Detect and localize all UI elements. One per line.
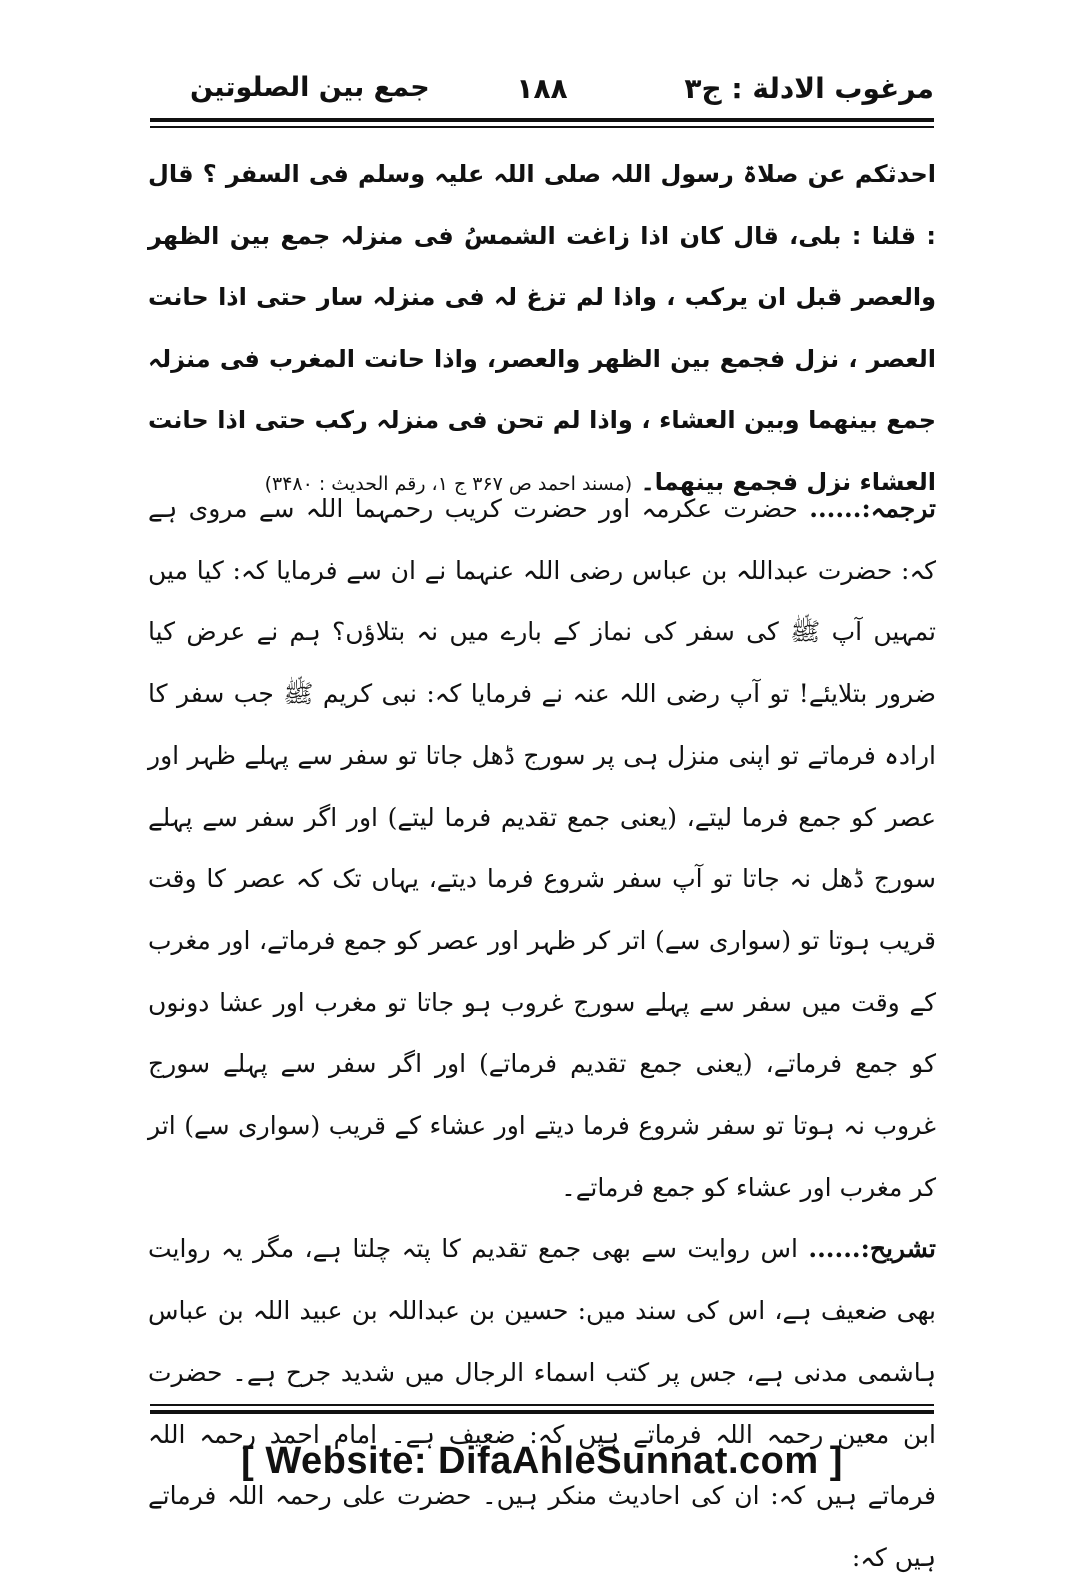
- commentary-text: اس روایت سے بھی جمع تقدیم کا پتہ چلتا ہے، مگر یہ روایت بھی ضعیف ہے، اس کی سند میں: حسین بن عبداللہ بن عبید اللہ بن عباس ہاشمی مدنی ہے، جس پر کتب اسماء الرجال میں شدید جرح ہے۔ حضرت ابن معین رحمہ اللہ فرماتے ہیں کہ: ضعیف ہے۔ امام احمد رحمہ اللہ فرماتے ہیں کہ: ان کی احادیث منکر ہیں۔ حضرت علی رحمہ اللہ فرماتے ہیں کہ:: [148, 1234, 936, 1572]
- header-rule-thin: [150, 126, 934, 128]
- translation-text: حضرت عکرمہ اور حضرت کریب رحمہما اللہ سے مروی ہے کہ: حضرت عبداللہ بن عباس رضی اللہ عنہما نے ان سے فرمایا کہ: کیا میں تمہیں آپ ﷺ کی سفر کی نماز کے بارے میں نہ بتلاؤں؟ ہم نے عرض کیا ضرور بتلایئے! تو آپ رضی اللہ عنہ نے فرمایا کہ: نبی کریم ﷺ جب سفر کا ارادہ فرماتے تو اپنی منزل ہی پر سورج ڈھل جاتا تو سفر سے پہلے ظہر اور عصر کو جمع فرما لیتے، (یعنی جمع تقدیم فرما لیتے) اور اگر سفر سے پہلے سورج ڈھل نہ جاتا تو آپ سفر شروع فرما دیتے، یہاں تک کہ عصر کا وقت قریب ہوتا تو (سواری سے) اتر کر ظہر اور عصر کو جمع فرماتے، اور مغرب کے وقت میں سفر سے پہلے سورج غروب ہو جاتا تو مغرب اور عشا دونوں کو جمع فرماتے، (یعنی جمع تقدیم فرماتے) اور اگر سفر سے پہلے سورج غروب نہ ہوتا تو سفر شروع فرما دیتے اور عشاء کے قریب (سواری سے) اتر کر مغرب اور عشاء کو جمع فرماتے۔: [148, 494, 936, 1202]
- footer-rule-thin: [150, 1404, 934, 1406]
- book-title: مرغوب الادلة : ج۳: [684, 72, 934, 105]
- translation-paragraph: [148, 478, 936, 1218]
- chapter-title: جمع بین الصلوتین: [190, 72, 430, 103]
- page-header: [150, 62, 934, 118]
- hadith-arabic-text: [148, 144, 936, 515]
- urdu-body: [148, 478, 936, 1589]
- header-rule-thick: [150, 118, 934, 122]
- page-number: ۱۸۸: [516, 72, 568, 105]
- translation-label: ترجمہ:......: [809, 494, 936, 523]
- footer-rule-thick: [150, 1410, 934, 1414]
- hadith-reference: (مسند احمد ص ۳۶۷ ج ۱، رقم الحدیث : ۳۴۸۰): [264, 472, 633, 495]
- website-banner: [ Website: DifaAhleSunnat.com ]: [241, 1440, 843, 1482]
- commentary-label: تشریح:......: [808, 1234, 936, 1264]
- hadith-text: احدثکم عن صلاۃ رسول اللہ صلی اللہ علیہ وسلم فی السفر ؟ قال : قلنا : بلی، قال کان اذا زاغت الشمسُ فی منزلہ جمع بین الظھر والعصر قبل ان یرکب ، واذا لم تزغ لہ فی منزلہ سار حتی اذا حانت العصر ، نزل فجمع بین الظھر والعصر، واذا حانت المغرب فی منزلہ جمع بینھما وبین العشاء ، واذا لم تحن فی منزلہ رکب حتی اذا حانت العشاء نزل فجمع بینھما۔: [148, 160, 936, 496]
